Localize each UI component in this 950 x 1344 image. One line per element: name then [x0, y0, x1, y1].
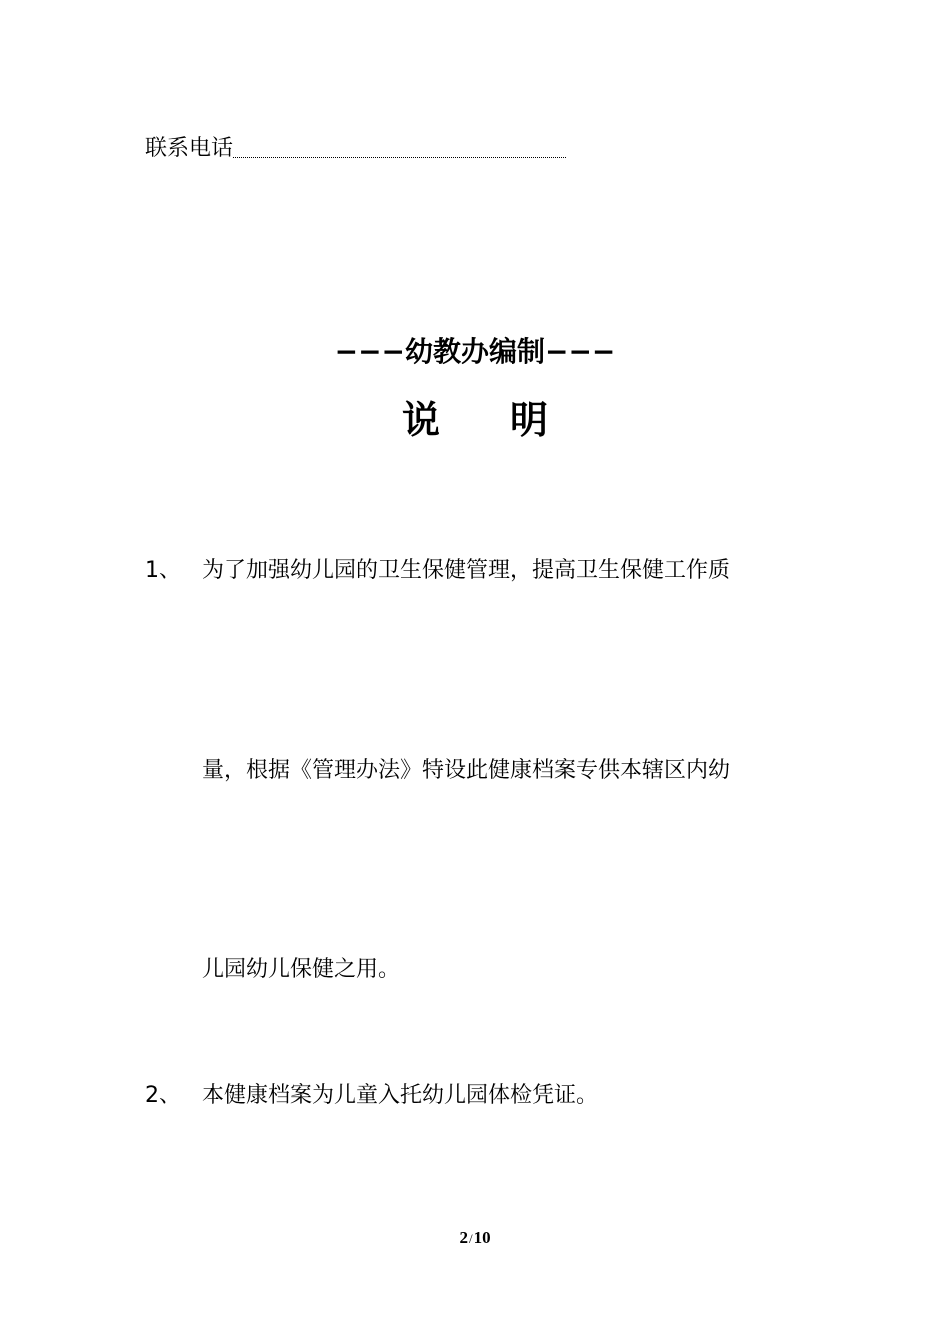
- item-text-line: 本健康档案为儿童入托幼儿园体检凭证。: [202, 1083, 599, 1108]
- publisher-line: −−−幼教办编制−−−: [334, 335, 616, 368]
- contact-phone-row: [145, 134, 566, 164]
- item-text-line: 儿园幼儿保健之用。: [202, 957, 401, 982]
- page-number: [0, 1226, 950, 1251]
- total-pages: 10: [473, 1228, 491, 1247]
- page-separator: /: [468, 1231, 473, 1246]
- section-title: 说明: [401, 398, 618, 442]
- item-number: 2、: [145, 1083, 181, 1108]
- current-page: 2: [459, 1228, 468, 1247]
- item-number: 1、: [145, 558, 181, 583]
- contact-phone-label: 联系电话: [145, 136, 234, 161]
- item-text-line: 量，根据《管理办法》特设此健康档案专供本辖区内幼: [202, 758, 731, 783]
- item-text-line: 为了加强幼儿园的卫生保健管理，提高卫生保健工作质: [202, 558, 731, 583]
- contact-phone-blank: [233, 135, 566, 158]
